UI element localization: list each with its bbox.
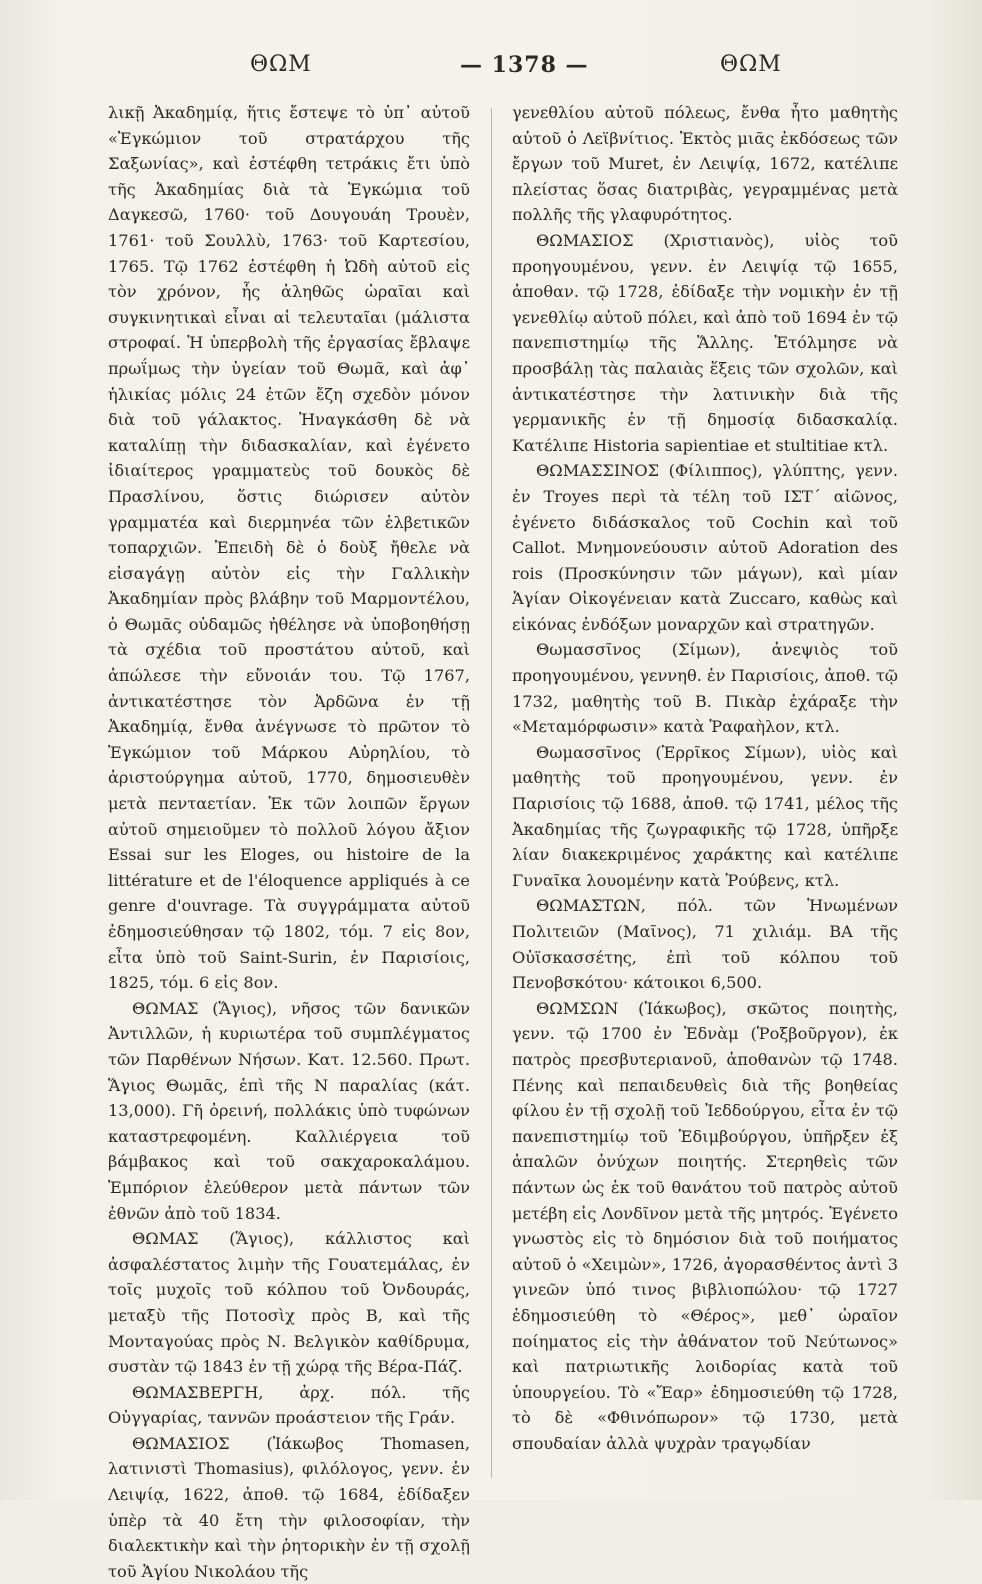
entry-thomas-port: ΘΩΜΑΣ (Ἅγιος), κάλλιστος καὶ ἀσφαλέστατος λιμὴν τῆς Γουατεμάλας, ἐν τοῖς μυχοῖς τοῦ κόλπου τοῦ Ὀνδουράς, μεταξὺ τῆς Ποτοσὶχ πρὸς Β, καὶ τῆς Μονταγούας πρὸς Ν. Βελγικὸν καθίδρυμα, συστὰν τῷ 1843 ἐν τῇ χώρᾳ τῆς Βέρα-Πάζ.	[108, 1229, 470, 1377]
entry-thomaston: ΘΩΜΑΣΤΩΝ, πόλ. τῶν Ἡνωμένων Πολιτειῶν (Μαῖνος), 71 χιλιάμ. ΒΑ τῆς Οὐϊσκασσέτης, ἐπὶ τοῦ κόλπου τοῦ Πενοβσκότου· κάτοικοι 6,500.	[512, 896, 898, 993]
entry-thomson: ΘΩΜΣΩΝ (Ἰάκωβος), σκῶτος ποιητὴς, γενν. τῷ 1700 ἐν Ἐδνὰμ (Ῥοξβοῦργον), ἐκ πατρὸς πρεσβυτεριανοῦ, ἀποθανὼν τῷ 1748. Πένης καὶ πεπαιδευθεὶς διὰ τῆς βοηθείας φίλου ἐν τῇ σχολῇ τοῦ Ἰεδδούργου, εἶτα ἐν τῷ πανεπιστημίῳ τοῦ Ἐδιμβούργου, ὑπῆρξεν ἐξ ἁπαλῶν ὀνύχων ποιητής. Στερηθεὶς τῶν πάντων ὡς ἐκ τοῦ θανάτου τοῦ πατρὸς αὐτοῦ μετέβη εἰς Λονδῖνον μετὰ τῆς μητρός. Ἐγένετο γνωστὸς εἰς τὸ δημόσιον διὰ τοῦ ποιήματος αὐτοῦ ὁ «Χειμὼν», 1726, ἀγορασθέντος ἀντὶ 3 γινεῶν ὑπό τινος βιβλιοπώλου· τῷ 1727 ἐδημοσιεύθη τὸ «Θέρος», μεθ᾽ ὡραῖον ποίηματος εἰς τὴν ἀθάνατον τοῦ Νεύτωνος» καὶ πατριωτικῆς λοιδορίας κατὰ τοῦ ὑπουργείου. Τὸ «Ἔαρ» ἐδημοσιεύθη τῷ 1728, τὸ δὲ «Φθινόπωρον» τῷ 1730, μετὰ σπουδαίαν ἀλλὰ ψυχρὰν τραγῳδίαν	[512, 998, 898, 1453]
right-column	[512, 100, 898, 1480]
entry-thomassin-simon: Θωμασσῖνος (Σίμων), ἀνεψιὸς τοῦ προηγουμένου, γεννηθ. ἐν Παρισίοις, ἀποθ. τῷ 1732, μαθητὴς τοῦ Β. Πικὰρ ἐχάραξε τὴν «Μεταμόρφωσιν» κατὰ Ῥαφαὴλον, κτλ.	[512, 640, 898, 737]
header-left-keyword: ΘΩΜ	[250, 52, 312, 77]
entry-thomasius-jakob: ΘΩΜΑΣΙΟΣ (Ἰάκωβος Thomasen, λατινιστὶ Thomasius), φιλόλογος, γενν. ἐν Λειψίᾳ, 1622, ἀποθ. τῷ 1684, ἐδίδαξεν ὑπὲρ τὰ 40 ἔτη τὴν φιλοσοφίαν, τὴν διαλεκτικὴν καὶ τὴν ῥητορικὴν ἐν τῇ σχολῇ τοῦ Ἁγίου Νικολάου τῆς	[108, 1433, 470, 1581]
entry-thomas-island: ΘΩΜΑΣ (Ἅγιος), νῆσος τῶν δανικῶν Ἀντιλλῶν, ἡ κυριωτέρα τοῦ συμπλέγματος τῶν Παρθένων Νήσων. Κατ. 12.560. Πρωτ. Ἅγιος Θωμᾶς, ἐπὶ τῆς Ν παραλίας (κάτ. 13,000). Γῆ ὀρεινή, πολλάκις ὑπὸ τυφώνων καταστρεφομένη. Καλλιέργεια τοῦ βάμβακος καὶ τοῦ σακχαροκαλάμου. Ἐμπόριον ἐλεύθερον μετὰ πάντων τῶν ἐθνῶν ἀπὸ τοῦ 1834.	[108, 998, 470, 1223]
page-number: — 1378 —	[460, 52, 589, 78]
column-divider	[491, 108, 492, 1478]
header-right-keyword: ΘΩΜ	[720, 52, 782, 77]
entry-thomassin-henri: Θωμασσῖνος (Ἐρρῖκος Σίμων), υἱὸς καὶ μαθητὴς τοῦ προηγουμένου, γενν. ἐν Παρισίοις τῷ 1688, ἀποθ. τῷ 1741, μέλος τῆς Ἀκαδημίας τῆς ζωγραφικῆς τῷ 1728, ὑπῆρξε λίαν διακεκριμένος χαράκτης καὶ κατέλιπε Γυναῖκα λουομένην κατὰ Ῥούβενς, κτλ.	[512, 742, 898, 890]
page-header	[100, 52, 890, 92]
entry-thomasius-christian: ΘΩΜΑΣΙΟΣ (Χριστιανὸς), υἱὸς τοῦ προηγουμένου, γενν. ἐν Λειψίᾳ τῷ 1655, ἀποθαν. τῷ 1728, ἐδίδαξε τὴν νομικὴν ἐν τῇ γενεθλίῳ αὐτοῦ πόλει, καὶ ἀπὸ τοῦ 1694 ἐν τῷ πανεπιστημίῳ τῆς Ἅλλης. Ἐτόλμησε νὰ προσβάλῃ τὰς παλαιὰς ἕξεις τῶν σχολῶν, καὶ ἀντικατέστησε τὴν λατινικὴν διὰ τῆς γερμανικῆς ἐν τῇ δημοσίᾳ διδασκαλίᾳ. Κατέλιπε Historia sapientiae et stultitiae κτλ.	[512, 230, 898, 455]
entry-thomasbergi: ΘΩΜΑΣΒΕΡΓΗ, ἀρχ. πόλ. τῆς Οὐγγαρίας, ταννῶν προάστειον τῆς Γράν.	[108, 1382, 470, 1428]
paragraph: γενεθλίου αὐτοῦ πόλεως, ἔνθα ἦτο μαθητὴς αὐτοῦ ὁ Λεϊβνίτιος. Ἐκτὸς μιᾶς ἐκδόσεως τῶν ἔργων τοῦ Muret, ἐν Λειψίᾳ, 1672, κατέλιπε πλείστας ὅσας διατριβὰς, γεγραμμένας μετὰ πολλῆς τῆς γλαφυρότητος.	[512, 103, 898, 225]
entry-thomassin-philippe: ΘΩΜΑΣΣΙΝΟΣ (Φίλιππος), γλύπτης, γενν. ἐν Troyes περὶ τὰ τέλη τοῦ ΙΣΤ΄ αἰῶνος, ἐγένετο διδάσκαλος τοῦ Cochin καὶ τοῦ Callot. Μνημονεύουσιν αὐτοῦ Adoration des rois (Προσκύνησιν τῶν μάγων), καὶ μίαν Ἁγίαν Οἰκογένειαν κατὰ Zuccaro, καθὼς καὶ εἰκόνας ἐνδόξων μοναρχῶν καὶ στρατηγῶν.	[512, 461, 898, 634]
left-column	[108, 100, 470, 1581]
paragraph: λικῇ Ἀκαδημίᾳ, ἥτις ἔστεψε τὸ ὑπ᾽ αὐτοῦ «Ἐγκώμιον τοῦ στρατάρχου τῆς Σαξωνίας», καὶ ἐστέφθη τετράκις ἔτι ὑπὸ τῆς Ἀκαδημίας διὰ τὰ Ἐγκώμια τοῦ Δαγκεσῶ, 1760· τοῦ Δουγουάη Τρουὲν, 1761· τοῦ Σουλλὺ, 1763· τοῦ Καρτεσίου, 1765. Τῷ 1762 ἐστέφθη ἡ Ὠδὴ αὐτοῦ εἰς τὸν χρόνον, ἧς ἀληθῶς ὡραῖαι καὶ συγκινητικαὶ εἶναι αἱ τελευταῖαι (μάλιστα στροφαί. Ἡ ὑπερβολὴ τῆς ἐργασίας ἔβλαψε πρωΐμως τὴν ὑγείαν τοῦ Θωμᾶ, καὶ ἀφ᾽ ἡλικίας μόλις 24 ἐτῶν ἔζη σχεδὸν μόνον διὰ τοῦ γάλακτος. Ἠναγκάσθη δὲ νὰ καταλίπῃ τὴν διδασκαλίαν, καὶ ἐγένετο ἰδιαίτερος γραμματεὺς τοῦ δουκὸς δὲ Πρασλίνου, ὅστις διώρισεν αὐτὸν γραμματέα καὶ διερμηνέα τῶν ἑλβετικῶν τοπαρχιῶν. Ἐπειδὴ δὲ ὁ δοὺξ ἤθελε νὰ εἰσαγάγῃ αὐτὸν εἰς τὴν Γαλλικὴν Ἀκαδημίαν πρὸς βλάβην τοῦ Μαρμοντέλου, ὁ Θωμᾶς οὐδαμῶς ἠθέλησε νὰ ὑποβοηθήσῃ τὰ σχέδια τοῦ προστάτου αὐτοῦ, καὶ ἀπώλεσε τὴν εὔνοιάν του. Τῷ 1767, ἀντικατέστησε τὸν Ἀρδῶνα ἐν τῇ Ἀκαδημίᾳ, ἔνθα ἀνέγνωσε τὸ πρῶτον τὸ Ἐγκώμιον τοῦ Μάρκου Αὐρηλίου, τὸ ἀριστούργημα αὐτοῦ, 1770, δημοσιευθὲν μετὰ πενταετίαν. Ἐκ τῶν λοιπῶν ἔργων αὐτοῦ σημειοῦμεν τὸ πολλοῦ λόγου ἄξιον Essai sur les Eloges, ou histoire de la littérature et de l'éloquence appliqués à ce genre d'ouvrage. Τὰ συγγράμματα αὐτοῦ ἐδημοσιεύθησαν τῷ 1802, τόμ. 7 εἰς 8ον, εἶτα ὑπὸ τοῦ Saint-Surin, ἐν Παρισίοις, 1825, τόμ. 6 εἰς 8ον.	[108, 103, 470, 993]
